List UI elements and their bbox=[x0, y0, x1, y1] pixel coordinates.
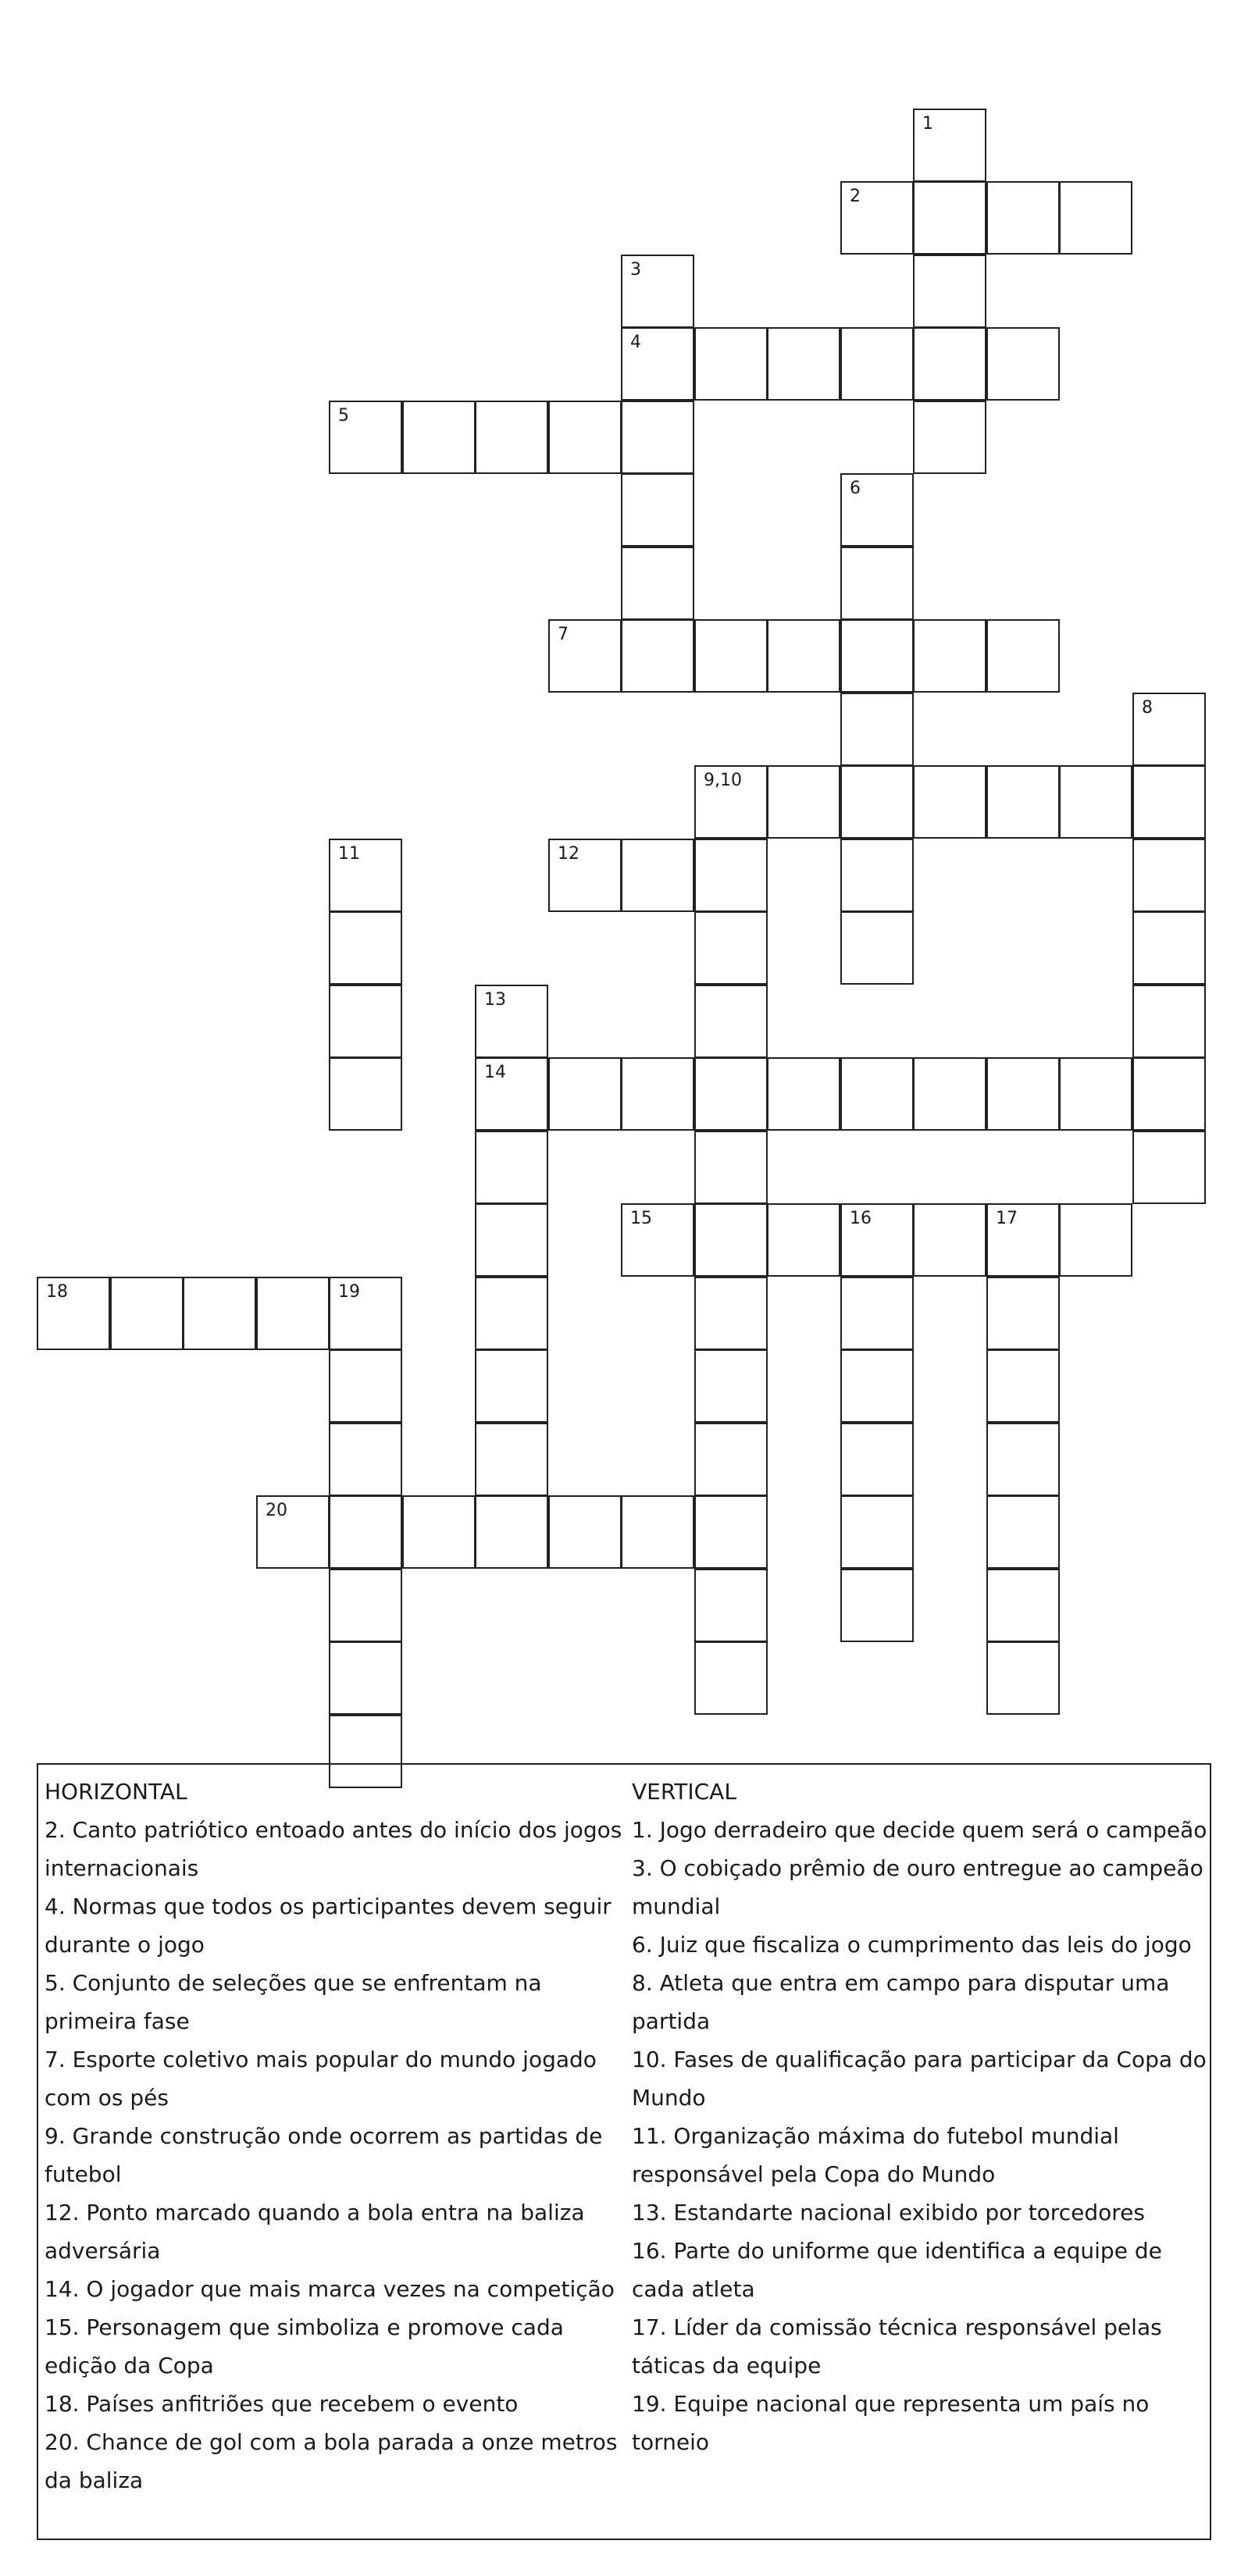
crossword-cell[interactable] bbox=[1132, 765, 1206, 839]
crossword-cell[interactable] bbox=[767, 619, 840, 693]
clue-number: 5 bbox=[338, 406, 349, 426]
horizontal-heading: HORIZONTAL bbox=[45, 1779, 187, 1805]
clue-horizontal-14: 14. O jogador que mais marca vezes na competição bbox=[45, 2276, 615, 2302]
crossword-cell[interactable] bbox=[913, 401, 986, 474]
crossword-cell[interactable] bbox=[840, 911, 914, 985]
crossword-cell[interactable] bbox=[475, 1203, 548, 1277]
crossword-cell[interactable] bbox=[256, 1277, 330, 1350]
crossword-cell[interactable] bbox=[183, 1277, 256, 1350]
crossword-cell[interactable] bbox=[767, 327, 840, 401]
crossword-cell[interactable] bbox=[548, 1495, 622, 1569]
crossword-cell[interactable] bbox=[986, 1569, 1060, 1642]
clue-vertical-8: 8. Atleta que entra em campo para disputar uma partida bbox=[632, 1970, 1170, 2034]
crossword-cell[interactable] bbox=[694, 619, 768, 693]
clue-vertical-19: 19. Equipe nacional que representa um país no torneio bbox=[632, 2391, 1150, 2455]
crossword-cell[interactable] bbox=[694, 1641, 768, 1715]
clue-horizontal-20: 20. Chance de gol com a bola parada a onze metros da baliza bbox=[45, 2429, 618, 2493]
crossword-cell[interactable] bbox=[475, 1423, 548, 1496]
clue-vertical-13: 13. Estandarte nacional exibido por torcedores bbox=[632, 2200, 1145, 2225]
crossword-cell[interactable] bbox=[840, 839, 914, 912]
crossword-cell[interactable] bbox=[37, 1277, 110, 1350]
clue-number: 14 bbox=[484, 1063, 506, 1082]
crossword-cell[interactable] bbox=[840, 1495, 914, 1569]
vertical-heading: VERTICAL bbox=[632, 1779, 736, 1805]
crossword-cell[interactable] bbox=[986, 1495, 1060, 1569]
clue-number: 16 bbox=[850, 1209, 872, 1228]
clue-number: 13 bbox=[484, 990, 506, 1010]
clue-number: 3 bbox=[630, 260, 641, 280]
clue-number: 2 bbox=[850, 187, 861, 206]
crossword-cell[interactable] bbox=[767, 1057, 840, 1131]
crossword-cell[interactable] bbox=[1059, 1057, 1132, 1131]
clue-horizontal-7: 7. Esporte coletivo mais popular do mundo jogado com os pés bbox=[45, 2047, 597, 2111]
crossword-cell[interactable] bbox=[548, 839, 622, 912]
clue-number: 7 bbox=[558, 625, 569, 644]
crossword-cell[interactable] bbox=[548, 401, 622, 474]
crossword-cell[interactable] bbox=[913, 619, 986, 693]
crossword-cell[interactable] bbox=[913, 1203, 986, 1277]
crossword-cell[interactable] bbox=[621, 1203, 694, 1277]
crossword-cell[interactable] bbox=[986, 181, 1060, 255]
crossword-cell[interactable] bbox=[767, 765, 840, 839]
clue-number: 6 bbox=[850, 479, 861, 498]
crossword-cell[interactable] bbox=[986, 1277, 1060, 1350]
crossword-cell[interactable] bbox=[475, 1277, 548, 1350]
crossword-cell[interactable] bbox=[767, 1203, 840, 1277]
crossword-cell[interactable] bbox=[475, 1495, 548, 1569]
crossword-cell[interactable] bbox=[1132, 693, 1206, 766]
crossword-cell[interactable] bbox=[986, 327, 1060, 401]
crossword-cell[interactable] bbox=[986, 1203, 1060, 1277]
crossword-cell[interactable] bbox=[402, 401, 476, 474]
clue-horizontal-18: 18. Países anfitriões que recebem o evento bbox=[45, 2391, 519, 2417]
crossword-cell[interactable] bbox=[256, 1495, 330, 1569]
crossword-cell[interactable] bbox=[986, 1349, 1060, 1423]
crossword-cell[interactable] bbox=[694, 1057, 768, 1131]
clue-number: 4 bbox=[630, 333, 641, 352]
clue-horizontal-15: 15. Personagem que simboliza e promove cada edição da Copa bbox=[45, 2314, 564, 2378]
clue-vertical-6: 6. Juiz que fiscaliza o cumprimento das leis do jogo bbox=[632, 1932, 1192, 1958]
crossword-cell[interactable] bbox=[1059, 1203, 1132, 1277]
crossword-cell[interactable] bbox=[840, 1057, 914, 1131]
clue-horizontal-9: 9. Grande construção onde ocorrem as partidas de futebol bbox=[45, 2123, 603, 2187]
crossword-cell[interactable] bbox=[986, 1641, 1060, 1715]
crossword-cell[interactable] bbox=[329, 1349, 402, 1423]
clue-number: 8 bbox=[1142, 698, 1153, 718]
crossword-cell[interactable] bbox=[548, 619, 622, 693]
crossword-cell[interactable] bbox=[913, 765, 986, 839]
clue-vertical-16: 16. Parte do uniforme que identifica a equipe de cada atleta bbox=[632, 2238, 1162, 2302]
crossword-cell[interactable] bbox=[840, 765, 914, 839]
crossword-cell[interactable] bbox=[621, 619, 694, 693]
clue-number: 11 bbox=[338, 844, 360, 864]
crossword-cell[interactable] bbox=[110, 1277, 184, 1350]
crossword-cell[interactable] bbox=[475, 985, 548, 1058]
crossword-cell[interactable] bbox=[694, 327, 768, 401]
clue-vertical-17: 17. Líder da comissão técnica responsável pelas táticas da equipe bbox=[632, 2314, 1162, 2378]
crossword-cell[interactable] bbox=[621, 547, 694, 620]
crossword-cell[interactable] bbox=[840, 181, 914, 255]
crossword-cell[interactable] bbox=[1132, 911, 1206, 985]
crossword-cell[interactable] bbox=[1132, 1131, 1206, 1204]
crossword-cell[interactable] bbox=[840, 1277, 914, 1350]
clue-number: 1 bbox=[922, 114, 933, 134]
crossword-cell[interactable] bbox=[621, 473, 694, 547]
clue-number: 9,10 bbox=[704, 771, 742, 790]
crossword-cell[interactable] bbox=[1059, 181, 1132, 255]
clues-box bbox=[37, 1763, 1211, 2540]
crossword-cell[interactable] bbox=[329, 1641, 402, 1715]
crossword-cell[interactable] bbox=[840, 1569, 914, 1642]
clue-number: 15 bbox=[630, 1209, 652, 1228]
crossword-cell[interactable] bbox=[475, 1131, 548, 1204]
horizontal-clues bbox=[45, 1773, 622, 2499]
crossword-cell[interactable] bbox=[913, 327, 986, 401]
crossword-cell[interactable] bbox=[694, 765, 768, 839]
crossword-cell[interactable] bbox=[329, 1277, 402, 1350]
crossword-cell[interactable] bbox=[621, 327, 694, 401]
crossword-cell[interactable] bbox=[329, 985, 402, 1058]
crossword-cell[interactable] bbox=[840, 693, 914, 766]
crossword-cell[interactable] bbox=[329, 1057, 402, 1131]
crossword-cell[interactable] bbox=[986, 765, 1060, 839]
crossword-cell[interactable] bbox=[840, 327, 914, 401]
crossword-cell[interactable] bbox=[1132, 985, 1206, 1058]
crossword-cell[interactable] bbox=[840, 619, 914, 693]
crossword-cell[interactable] bbox=[840, 473, 914, 547]
clue-number: 17 bbox=[996, 1209, 1018, 1228]
clue-horizontal-12: 12. Ponto marcado quando a bola entra na baliza adversária bbox=[45, 2200, 585, 2264]
crossword-cell[interactable] bbox=[548, 1057, 622, 1131]
crossword-cell[interactable] bbox=[1132, 839, 1206, 912]
crossword-cell[interactable] bbox=[621, 839, 694, 912]
crossword-cell[interactable] bbox=[621, 1495, 694, 1569]
clue-number: 12 bbox=[558, 844, 579, 864]
crossword-cell[interactable] bbox=[694, 985, 768, 1058]
crossword-cell[interactable] bbox=[840, 1423, 914, 1496]
crossword-cell[interactable] bbox=[329, 1569, 402, 1642]
crossword-cell[interactable] bbox=[329, 839, 402, 912]
clue-vertical-10: 10. Fases de qualificação para participar da Copa do Mundo bbox=[632, 2047, 1207, 2111]
crossword-cell[interactable] bbox=[986, 1423, 1060, 1496]
clue-vertical-11: 11. Organização máxima do futebol mundial responsável pela Copa do Mundo bbox=[632, 2123, 1119, 2187]
crossword-cell[interactable] bbox=[694, 1495, 768, 1569]
clue-number: 18 bbox=[46, 1282, 68, 1302]
clue-number: 20 bbox=[266, 1501, 287, 1520]
crossword-cell[interactable] bbox=[694, 1277, 768, 1350]
clue-horizontal-2: 2. Canto patriótico entoado antes do início dos jogos internacionais bbox=[45, 1817, 622, 1881]
crossword-cell[interactable] bbox=[913, 181, 986, 255]
clue-vertical-3: 3. O cobiçado prêmio de ouro entregue ao campeão mundial bbox=[632, 1855, 1203, 1919]
crossword-cell[interactable] bbox=[329, 911, 402, 985]
crossword-cell[interactable] bbox=[694, 911, 768, 985]
crossword-cell[interactable] bbox=[913, 255, 986, 328]
crossword-cell[interactable] bbox=[694, 1569, 768, 1642]
crossword-cell[interactable] bbox=[475, 1057, 548, 1131]
crossword-cell[interactable] bbox=[329, 401, 402, 474]
crossword-cell[interactable] bbox=[329, 1495, 402, 1569]
crossword-cell[interactable] bbox=[840, 547, 914, 620]
crossword-cell[interactable] bbox=[694, 1423, 768, 1496]
crossword-cell[interactable] bbox=[621, 255, 694, 328]
crossword-cell[interactable] bbox=[694, 1131, 768, 1204]
crossword-cell[interactable] bbox=[1059, 765, 1132, 839]
crossword-cell[interactable] bbox=[402, 1495, 476, 1569]
crossword-cell[interactable] bbox=[986, 619, 1060, 693]
crossword-cell[interactable] bbox=[621, 1057, 694, 1131]
crossword-cell[interactable] bbox=[694, 1349, 768, 1423]
clue-horizontal-4: 4. Normas que todos os participantes devem seguir durante o jogo bbox=[45, 1894, 612, 1958]
crossword-cell[interactable] bbox=[621, 401, 694, 474]
crossword-cell[interactable] bbox=[694, 1203, 768, 1277]
crossword-cell[interactable] bbox=[1132, 1057, 1206, 1131]
crossword-cell[interactable] bbox=[913, 109, 986, 182]
clue-number: 19 bbox=[338, 1282, 360, 1302]
crossword-cell[interactable] bbox=[475, 401, 548, 474]
crossword-cell[interactable] bbox=[329, 1423, 402, 1496]
crossword-cell[interactable] bbox=[986, 1057, 1060, 1131]
crossword-cell[interactable] bbox=[913, 1057, 986, 1131]
vertical-clues bbox=[632, 1773, 1210, 2461]
clue-horizontal-5: 5. Conjunto de seleções que se enfrentam na primeira fase bbox=[45, 1970, 542, 2034]
crossword-cell[interactable] bbox=[694, 839, 768, 912]
crossword-cell[interactable] bbox=[840, 1349, 914, 1423]
clue-vertical-1: 1. Jogo derradeiro que decide quem será o campeão bbox=[632, 1817, 1207, 1843]
crossword-cell[interactable] bbox=[840, 1203, 914, 1277]
crossword-cell[interactable] bbox=[475, 1349, 548, 1423]
